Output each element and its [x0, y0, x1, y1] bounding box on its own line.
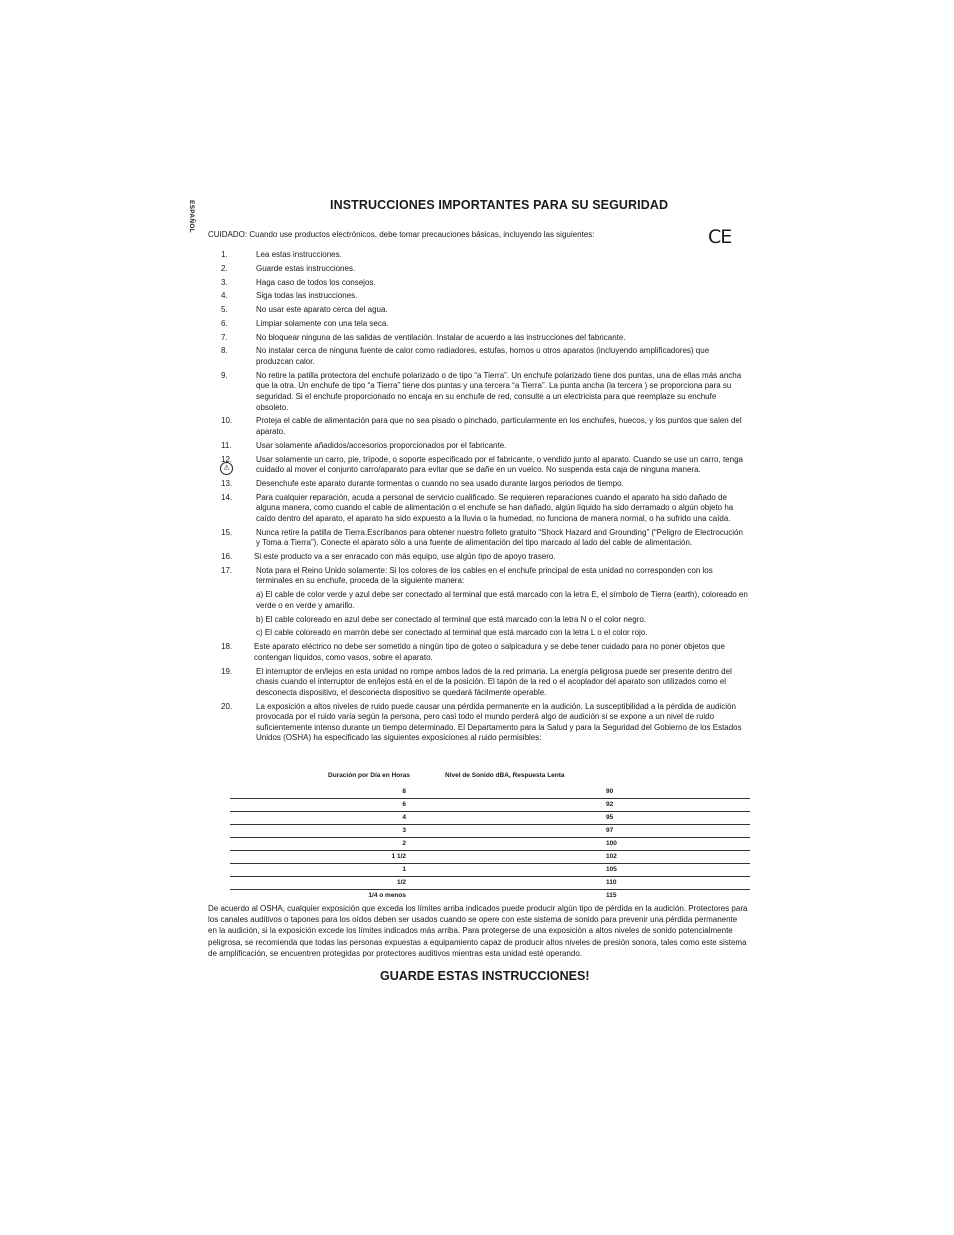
list-item [0, 566, 954, 587]
list-item [0, 250, 954, 261]
list-item [0, 642, 954, 663]
cell-dba: 95 [606, 814, 614, 821]
list-item [0, 416, 954, 437]
sub-item: c) El cable coloreado en marrón debe ser conectado al terminal que está marcado con la letra L o el color rojo. [256, 628, 648, 638]
item-text: Proteja el cable de alimentación para que no sea pisado o pinchado, particularmente en los enchufes, huecos, y los puntos que salen del aparato. [256, 416, 742, 436]
table-row [230, 812, 750, 825]
table-row [230, 799, 750, 812]
item-number: 19. [221, 666, 233, 676]
item-number: 2. [221, 263, 228, 273]
cell-dba: 90 [606, 788, 614, 795]
cell-hours: 1/2 [396, 879, 406, 886]
item-number: 9. [221, 370, 228, 380]
item-text: Siga todas las instrucciones. [256, 291, 358, 301]
table-header [230, 772, 750, 786]
cell-dba: 102 [606, 853, 617, 860]
cell-hours: 3 [402, 827, 406, 834]
item-text: La exposición a altos niveles de ruido puede causar una pérdida permanente en la audición. La susceptibilidad a la pérdida de audición provocada por el ruido varía según la persona, pero casi todo el mundo perderá algo de audición si se expone a un nivel de ruido suficientemente intenso durante un tiempo determinado. El Departamento para la Salud y para la Seguridad del Gobierno de los Estados Unidos (OSHA) ha especificado las siguientes exposiciones al ruido permisibles: [256, 701, 742, 743]
item-text: Nunca retire la patilla de Tierra.Escríbanos para obtener nuestro folleto gratuito “Shock Hazard and Grounding” (“Peligro de Electrocución y Toma a Tierra”). Conecte el aparato sólo a una fuente de alimentación del tipo marcado al lado del cable de alimentación. [256, 527, 743, 548]
list-item [0, 552, 954, 563]
list-item [0, 371, 954, 413]
list-item [0, 319, 954, 330]
list-item [0, 455, 954, 476]
item-text: Desenchufe este aparato durante tormentas o cuando no sea usado durante largos periodos de tiempo. [256, 478, 624, 488]
item-text: Este aparato eléctrico no debe ser sometido a ningún tipo de goteo o salpicadura y se debe tener cuidado para no poner objetos que contengan líquidos, como vasos, sobre el aparato. [254, 642, 725, 662]
list-item [0, 278, 954, 289]
list-item [0, 493, 954, 525]
item-number: 1. [221, 250, 228, 259]
noise-exposure-table [230, 772, 750, 902]
list-item [0, 291, 954, 302]
item-number: 10. [221, 416, 233, 426]
list-item [0, 528, 954, 549]
cell-hours: 6 [402, 801, 406, 808]
item-text: Usar solamente añadidos/accesorios proporcionados por el fabricante. [256, 440, 507, 450]
list-item [0, 667, 954, 699]
item-text: Para cualquier reparación, acuda a personal de servicio cualificado. Se requieren reparaciones cuando el aparato ha sido dañado de alguna manera, como cuando el cable de alimentación o el enchufe se han dañado, algún líquido ha sido derramado o algún objeto ha caído dentro del aparato, el aparato ha sido expuesto a la lluvia o la humedad, no funciona de manera normal, o ha sufrido una caída. [256, 492, 734, 523]
cell-dba: 100 [606, 840, 617, 847]
page-title: INSTRUCCIONES IMPORTANTES PARA SU SEGURIDAD [330, 198, 669, 212]
item-text: Si este producto va a ser enracado con más equipo, use algún tipo de apoyo trasero. [254, 552, 556, 562]
list-item [0, 441, 954, 452]
list-item [0, 264, 954, 275]
item-text: Usar solamente un carro, pie, trípode, o soporte especificado por el fabricante, o vendido junto al aparato. Cuando se use un carro, tenga cuidado al mover el conjunto carro/aparato para evitar que se dañe en un vuelco. No suspenda esta caja de ninguna manera. [256, 454, 743, 475]
cell-dba: 115 [606, 892, 617, 899]
item-number: 5. [221, 305, 228, 315]
item-number: 14. [221, 492, 233, 502]
item-text: Nota para el Reino Unido solamente: Si los colores de los cables en el enchufe principal de esta unidad no corresponden con los terminales en su enchufe, proceda de la siguiente manera: [256, 565, 713, 586]
item-text: No bloquear ninguna de las salidas de ventilación. Instalar de acuerdo a las instrucciones del fabricante. [256, 332, 626, 342]
osha-paragraph: De acuerdo al OSHA, cualquier exposición que exceda los límites arriba indicados puede producir algún tipo de pérdida en la audición. Protectores para los canales auditivos o tapones para los oídos deben ser usados cuando se opere con este sistema de sonido para prevenir una pérdida permanente en la audición, si la exposición excede los límites indicados más arriba. Para protegerse de una exposición a altos niveles de sonido potencialmente peligrosa, se recomienda que todas las personas expuestas a equipamiento capaz de producir altos niveles de presión sonora, tales como este sistema de amplificación, se encuentren protegidas por protectores auditivos mientras esta unidad esté operando. [208, 904, 748, 958]
item-number: 18. [221, 642, 233, 652]
cell-dba: 92 [606, 801, 614, 808]
item-text: No retire la patilla protectora del enchufe polarizado o de tipo “a Tierra”. Un enchufe polarizado tiene dos puntas, una de ellas más ancha que la otra. Un enchufe de tipo “a Tierra” tiene dos puntas y una tercera “a Tierra”. La punta ancha (la tercera ) se proporciona para su seguridad. Si el enchufe proporcionado no encaja en su enchufe de red, consulte a un electricista para que reemplaze su enchufe obsoleto. [256, 370, 742, 412]
save-instructions-title: GUARDE ESTAS INSTRUCCIONES! [380, 969, 590, 983]
item-number: 8. [221, 346, 228, 356]
cell-hours: 2 [402, 840, 406, 847]
item-number: 15. [221, 527, 233, 537]
cell-dba: 97 [606, 827, 614, 834]
table-row [230, 838, 750, 851]
cell-hours: 1 1/2 [391, 853, 406, 860]
cell-hours: 8 [402, 788, 406, 795]
header-duration: Duración por Día en Horas [328, 772, 410, 779]
item-number: 20. [221, 701, 233, 711]
list-item [0, 479, 954, 490]
table-row [230, 786, 750, 799]
header-level: Nivel de Sonido dBA, Respuesta Lenta [445, 772, 565, 779]
table-row [230, 864, 750, 877]
item-text: No instalar cerca de ninguna fuente de calor como radiadores, estufas, hornos u otros aparatos (incluyendo amplificadores) que produzcan calor. [256, 346, 710, 367]
ce-mark-icon: CE [708, 226, 732, 248]
list-item [0, 346, 954, 367]
item-number: 17. [221, 565, 233, 575]
table-row [230, 825, 750, 838]
sub-item: a) El cable de color verde y azul debe ser conectado al terminal que está marcado con la letra E, el símbolo de Tierra (earth), coloreado en verde o en verde y amarillo. [256, 590, 748, 610]
cell-dba: 105 [606, 866, 617, 873]
cell-hours: 4 [402, 814, 406, 821]
item-text: Haga caso de todos los consejos. [256, 277, 376, 287]
caution-text: CUIDADO: Cuando use productos electrónicos, debe tomar precauciones básicas, incluyendo las siguientes: [208, 230, 595, 239]
item-number: 7. [221, 332, 228, 342]
list-item [0, 305, 954, 316]
cell-hours: 1/4 o menos [368, 892, 406, 899]
instruction-list [0, 250, 954, 747]
list-item [0, 333, 954, 344]
item-text: Limpiar solamente con una tela seca. [256, 318, 389, 328]
item-number: 3. [221, 277, 228, 287]
table-row [230, 877, 750, 890]
item-number: 11. [221, 440, 232, 450]
item-number: 13. [221, 478, 233, 488]
table-row [230, 890, 750, 902]
item-number: 16. [221, 552, 233, 562]
table-row [230, 851, 750, 864]
cart-warning-icon: ⚠ [220, 462, 233, 475]
item-number: 4. [221, 291, 228, 301]
list-item [0, 702, 954, 744]
sub-item: b) El cable coloreado en azul debe ser conectado al terminal que está marcado con la letra N o el color negro. [256, 614, 647, 624]
cell-dba: 110 [606, 879, 617, 886]
item-text: Guarde estas instrucciones. [256, 263, 356, 273]
item-text: No usar este aparato cerca del agua. [256, 305, 388, 315]
language-tab: ESPAÑOL [188, 200, 195, 234]
item-number: 12. [221, 454, 233, 464]
item-text: El interruptor de en/lejos en esta unidad no rompe ambos lados de la red primaria. La energía peligrosa puede ser presente dentro del chasis cuando el interruptor de en/lejos está en el de la posición. El tapón de la red o el acoplador del aparato son utilizados como el desconecta dispositivo, el desconecta dispositivo se quedará fácilmente operable. [256, 666, 732, 697]
item-number: 6. [221, 318, 228, 328]
cell-hours: 1 [402, 866, 406, 873]
item-text: Lea estas instrucciones. [256, 250, 342, 259]
